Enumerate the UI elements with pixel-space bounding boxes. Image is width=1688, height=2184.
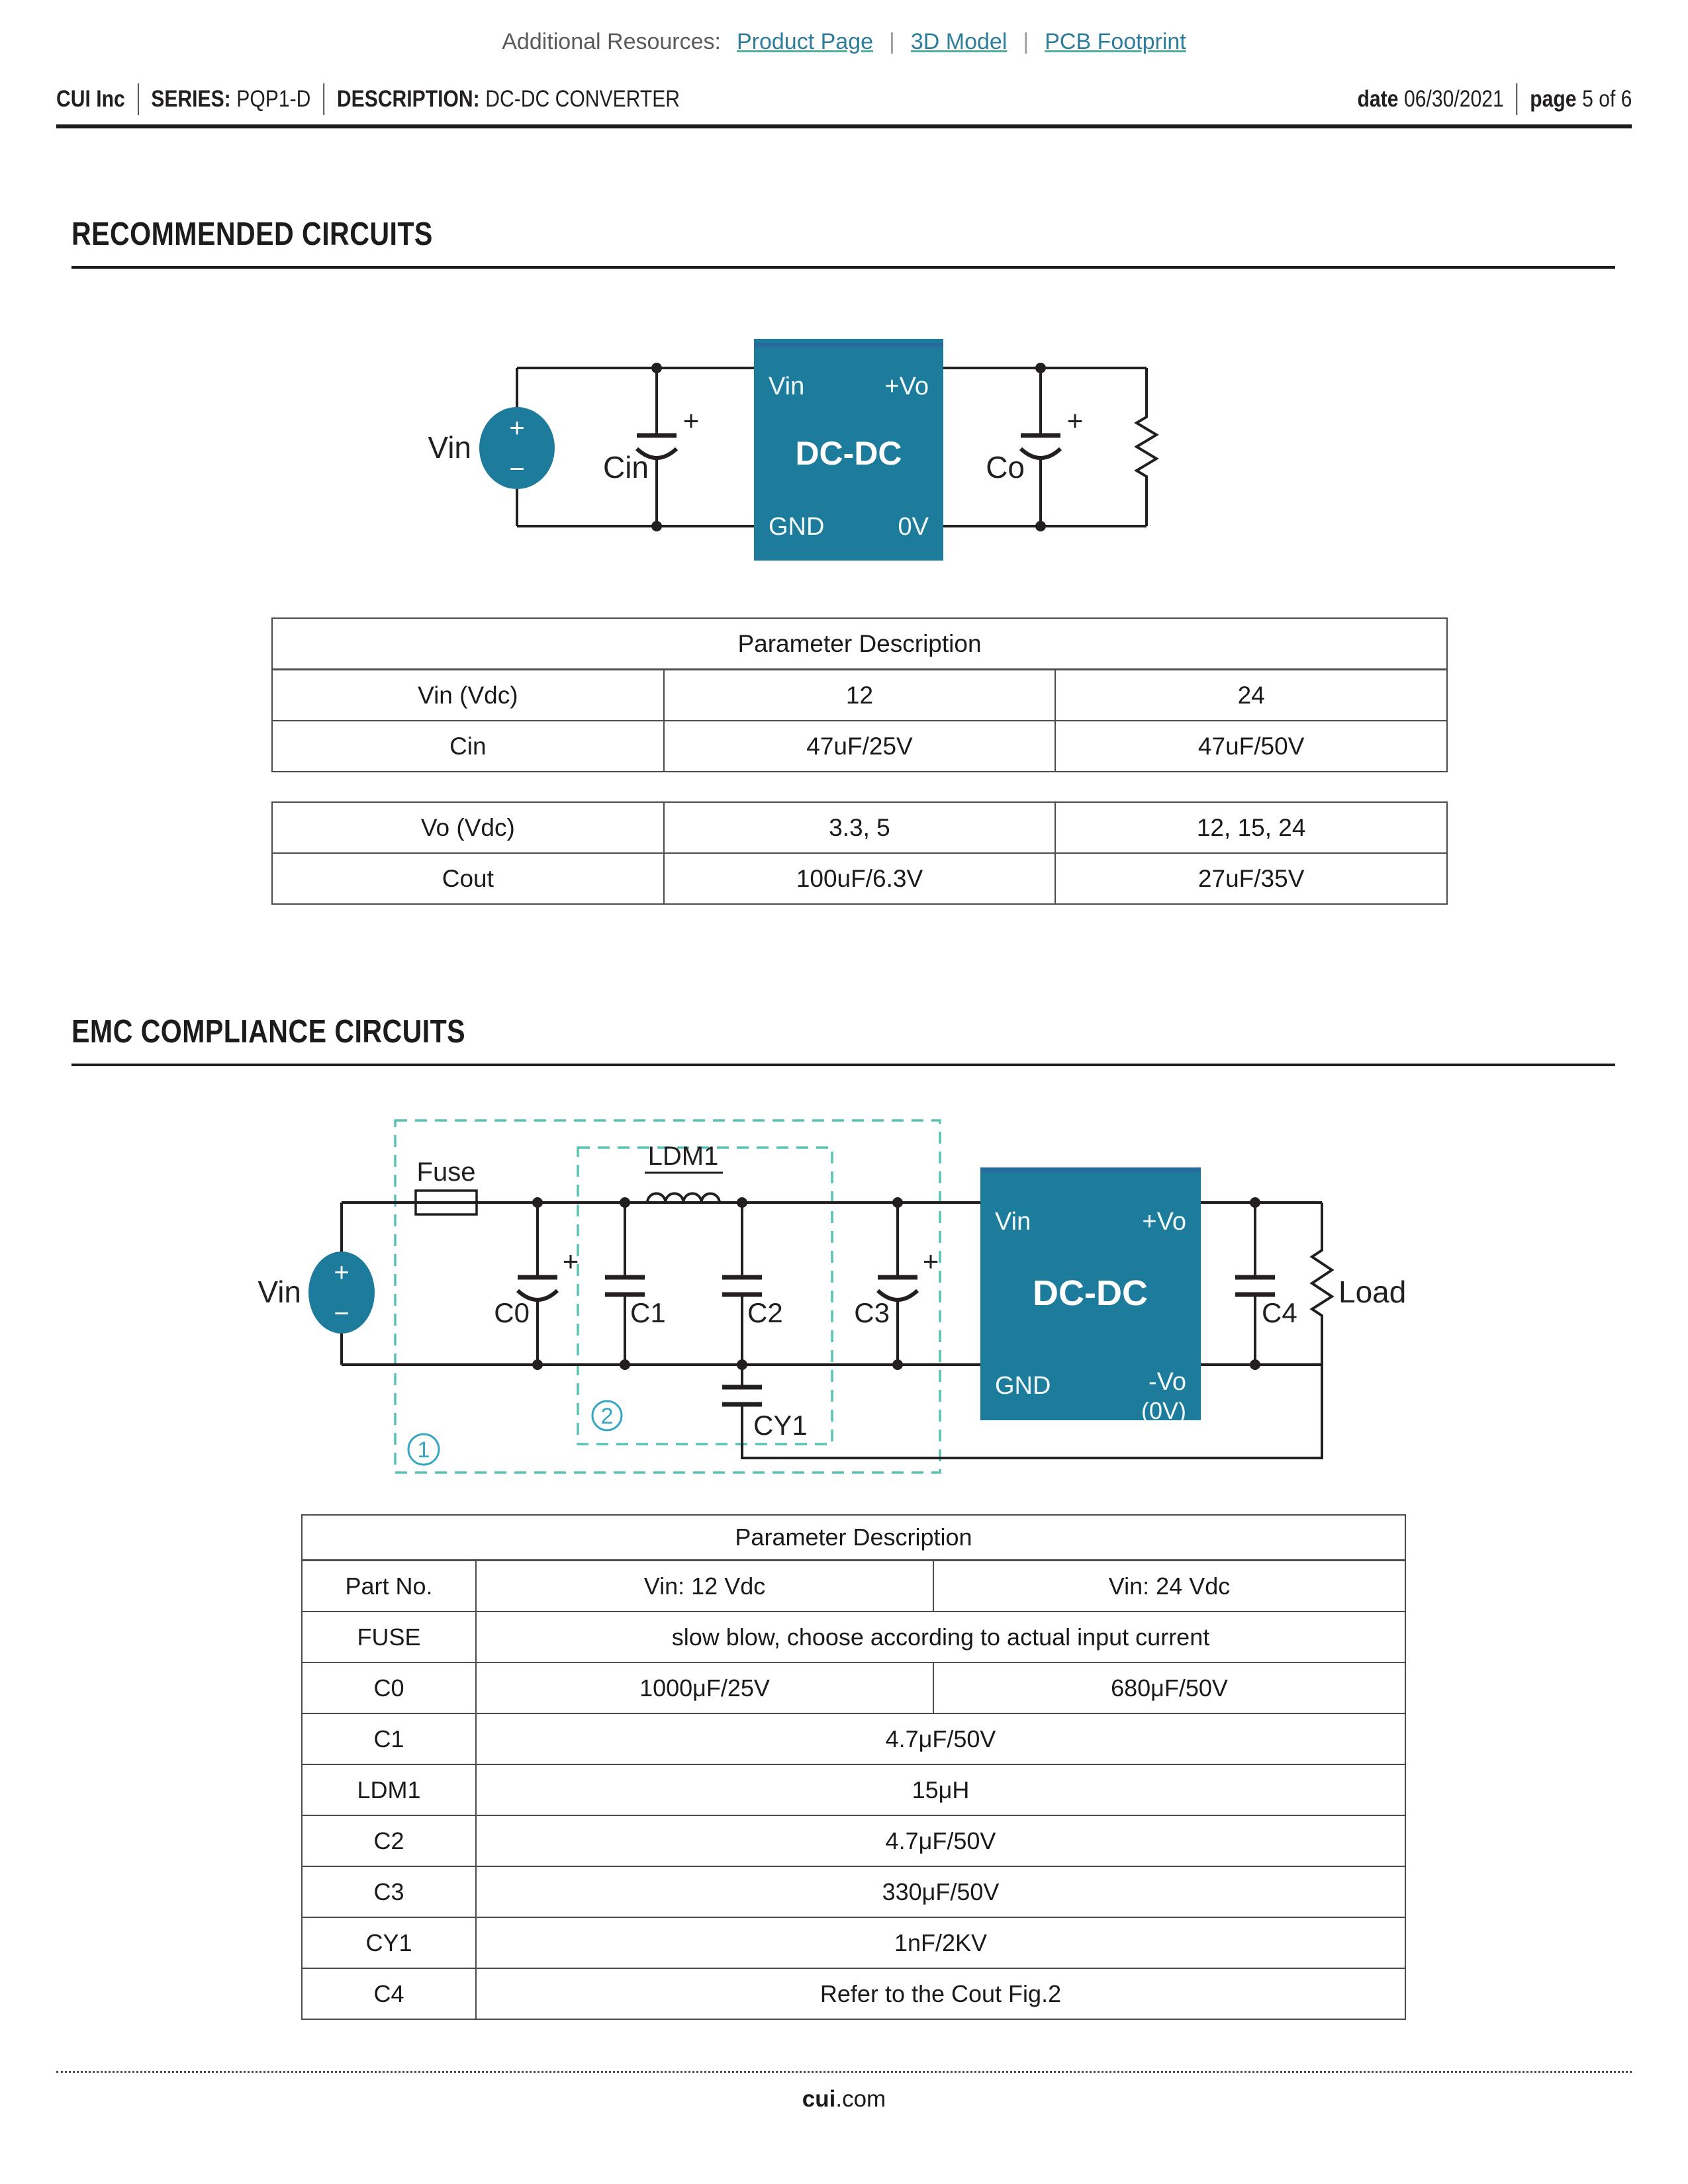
junction-dot: [737, 1197, 747, 1208]
table2-r0c1: 3.3, 5: [664, 802, 1056, 853]
dcdc-pin-vin: Vin: [995, 1208, 1031, 1236]
emc-parameters-table: [301, 1514, 1406, 2020]
co-label: Co: [986, 450, 1025, 484]
dcdc-pin-0v: 0V: [898, 513, 929, 541]
dcdc-block-top-strip: [754, 343, 943, 347]
table1-r1c1: 47uF/25V: [664, 721, 1056, 772]
junction-dot: [532, 1359, 543, 1370]
section-title-recommended-circuits: RECOMMENDED CIRCUITS: [71, 216, 433, 252]
page-label: page: [1529, 86, 1577, 112]
table3-c4: C4: [302, 1968, 476, 2019]
junction-dot: [737, 1359, 747, 1370]
cy1-label: CY1: [753, 1410, 808, 1441]
company-name: CUI Inc: [56, 86, 125, 112]
cin-plus-sign: +: [682, 405, 700, 436]
table-row: [302, 1662, 1405, 1713]
table3-c0: C0: [302, 1662, 476, 1713]
description-value: DC-DC CONVERTER: [485, 86, 680, 112]
additional-resources-bar: [0, 29, 1688, 55]
resources-separator: |: [889, 29, 895, 54]
date-value: 06/30/2021: [1403, 86, 1504, 112]
vin-source-label: Vin: [428, 430, 471, 465]
section-rule: [71, 1064, 1615, 1066]
header-divider: [323, 83, 324, 115]
table1-r1c2: 47uF/50V: [1055, 721, 1447, 772]
source-minus-sign: −: [334, 1299, 350, 1328]
dcdc-pin-nvo-0v: (0V): [1141, 1397, 1186, 1424]
dcdc-title: DC-DC: [1033, 1273, 1148, 1313]
footer-brand-com: .com: [835, 2086, 886, 2112]
co-plus-sign: +: [1066, 405, 1084, 436]
table3-cy1-value: 1nF/2KV: [476, 1917, 1405, 1968]
table3-partno-24v: Vin: 24 Vdc: [933, 1561, 1405, 1612]
table3-c0-24v: 680μF/50V: [933, 1662, 1405, 1713]
header-right: [1357, 83, 1632, 115]
section-rule: [71, 266, 1615, 269]
junction-dot: [532, 1197, 543, 1208]
table1-r0c2: 24: [1055, 670, 1447, 721]
table-row: [302, 1917, 1405, 1968]
dcdc-pin-pvo: +Vo: [1142, 1208, 1186, 1236]
junction-dot: [1250, 1197, 1260, 1208]
table3-partno-12v: Vin: 12 Vdc: [476, 1561, 933, 1612]
table3-c2-value: 4.7μF/50V: [476, 1815, 1405, 1866]
load-resistor-icon: [1312, 1203, 1332, 1365]
dcdc-pin-gnd: GND: [995, 1372, 1051, 1400]
dcdc-title: DC-DC: [795, 435, 902, 472]
series-value: PQP1-D: [236, 86, 311, 112]
page-number: 5 of 6: [1581, 86, 1632, 112]
resources-label: Additional Resources:: [502, 29, 721, 54]
link-product-page[interactable]: Product Page: [736, 29, 874, 54]
table3-cy1: CY1: [302, 1917, 476, 1968]
c2-plates: [722, 1277, 762, 1295]
dcdc-pin-vin: Vin: [769, 373, 805, 400]
junction-dot: [1035, 521, 1046, 531]
junction-dot: [620, 1197, 630, 1208]
junction-dot: [651, 363, 662, 373]
co-bottom-plate: [1021, 449, 1060, 458]
table-row: [272, 670, 1447, 721]
junction-dot: [1035, 363, 1046, 373]
table3-ldm1: LDM1: [302, 1764, 476, 1815]
header-left: [56, 83, 680, 115]
source-minus-sign: −: [509, 455, 525, 484]
table1-r0c1: 12: [664, 670, 1056, 721]
inductor-label: LDM1: [647, 1142, 719, 1171]
table3-c0-12v: 1000μF/25V: [476, 1662, 933, 1713]
c4-plates: [1235, 1277, 1275, 1295]
document-header: [56, 83, 1632, 118]
footer-brand-cui: cui: [802, 2086, 836, 2112]
table-row: [302, 1561, 1405, 1612]
table3-ldm1-value: 15μH: [476, 1764, 1405, 1815]
footer-dotted-rule: [56, 2071, 1632, 2073]
junction-dot: [892, 1359, 903, 1370]
footer-brand: [0, 2086, 1688, 2113]
vo-cout-table: [271, 801, 1448, 905]
inductor-icon: [647, 1193, 720, 1203]
source-plus-sign: +: [334, 1258, 350, 1287]
c3-label: C3: [854, 1297, 890, 1328]
cin-label: Cin: [602, 450, 649, 484]
dcdc-block-top-strip: [980, 1167, 1201, 1172]
c0-plus-sign: +: [562, 1246, 579, 1277]
circuit1-svg: [371, 311, 1218, 596]
link-3d-model[interactable]: 3D Model: [910, 29, 1008, 54]
c0-label: C0: [494, 1297, 530, 1328]
source-plus-sign: +: [509, 414, 525, 443]
vin-cin-table: [271, 617, 1448, 772]
table3-c2: C2: [302, 1815, 476, 1866]
table3-c4-value: Refer to the Cout Fig.2: [476, 1968, 1405, 2019]
recommended-circuit-diagram: [371, 311, 1218, 599]
table-row: [302, 1866, 1405, 1917]
fuse-label: Fuse: [416, 1158, 476, 1187]
link-pcb-footprint[interactable]: PCB Footprint: [1045, 29, 1186, 54]
c4-label: C4: [1262, 1297, 1297, 1328]
c2-label: C2: [747, 1297, 783, 1328]
c1-label: C1: [630, 1297, 666, 1328]
junction-dot: [892, 1197, 903, 1208]
table3-header: Parameter Description: [302, 1515, 1405, 1561]
table1-r0c0: Vin (Vdc): [272, 670, 664, 721]
table3-partno: Part No.: [302, 1561, 476, 1612]
date-label: date: [1357, 86, 1399, 112]
series-label: SERIES:: [151, 86, 231, 112]
circuit2-svg: [238, 1092, 1430, 1529]
junction-dot: [620, 1359, 630, 1370]
load-label: Load: [1338, 1275, 1407, 1309]
vin-source-label: Vin: [258, 1275, 301, 1309]
table3-c3: C3: [302, 1866, 476, 1917]
table3-c3-value: 330μF/50V: [476, 1866, 1405, 1917]
header-rule: [56, 124, 1632, 128]
callout-2-number: 2: [600, 1404, 614, 1429]
load-resistor-icon: [1137, 368, 1156, 526]
section-title-emc-compliance-circuits: EMC COMPLIANCE CIRCUITS: [71, 1014, 466, 1050]
resources-separator: |: [1023, 29, 1029, 54]
table2-r1c0: Cout: [272, 853, 664, 904]
table2-r1c1: 100uF/6.3V: [664, 853, 1056, 904]
table-row: [302, 1815, 1405, 1866]
cy1-plates: [722, 1387, 762, 1404]
table3-fuse-value: slow blow, choose according to actual input current: [476, 1612, 1405, 1662]
dcdc-pin-pvo: +Vo: [884, 373, 929, 400]
header-divider: [138, 83, 139, 115]
table1-r1c0: Cin: [272, 721, 664, 772]
table3-c1-value: 4.7μF/50V: [476, 1713, 1405, 1764]
header-divider: [1516, 83, 1517, 115]
junction-dot: [651, 521, 662, 531]
c1-plates: [605, 1277, 645, 1295]
junction-dot: [1250, 1359, 1260, 1370]
table2-r0c2: 12, 15, 24: [1055, 802, 1447, 853]
table1-header: Parameter Description: [272, 618, 1447, 670]
table-row: [272, 721, 1447, 772]
description-label: DESCRIPTION:: [336, 86, 480, 112]
table-row: [272, 853, 1447, 904]
dcdc-pin-gnd: GND: [769, 513, 825, 541]
table-row: [302, 1713, 1405, 1764]
table-row: [272, 802, 1447, 853]
callout-1-number: 1: [417, 1437, 430, 1463]
table-row: [302, 1612, 1405, 1662]
table3-fuse: FUSE: [302, 1612, 476, 1662]
table-row: [302, 1764, 1405, 1815]
table3-c1: C1: [302, 1713, 476, 1764]
table2-r1c2: 27uF/35V: [1055, 853, 1447, 904]
dcdc-pin-nvo: -Vo: [1148, 1368, 1186, 1396]
table-row: [302, 1968, 1405, 2019]
emc-compliance-circuit-diagram: [238, 1092, 1430, 1532]
table2-r0c0: Vo (Vdc): [272, 802, 664, 853]
c3-plus-sign: +: [922, 1246, 939, 1277]
